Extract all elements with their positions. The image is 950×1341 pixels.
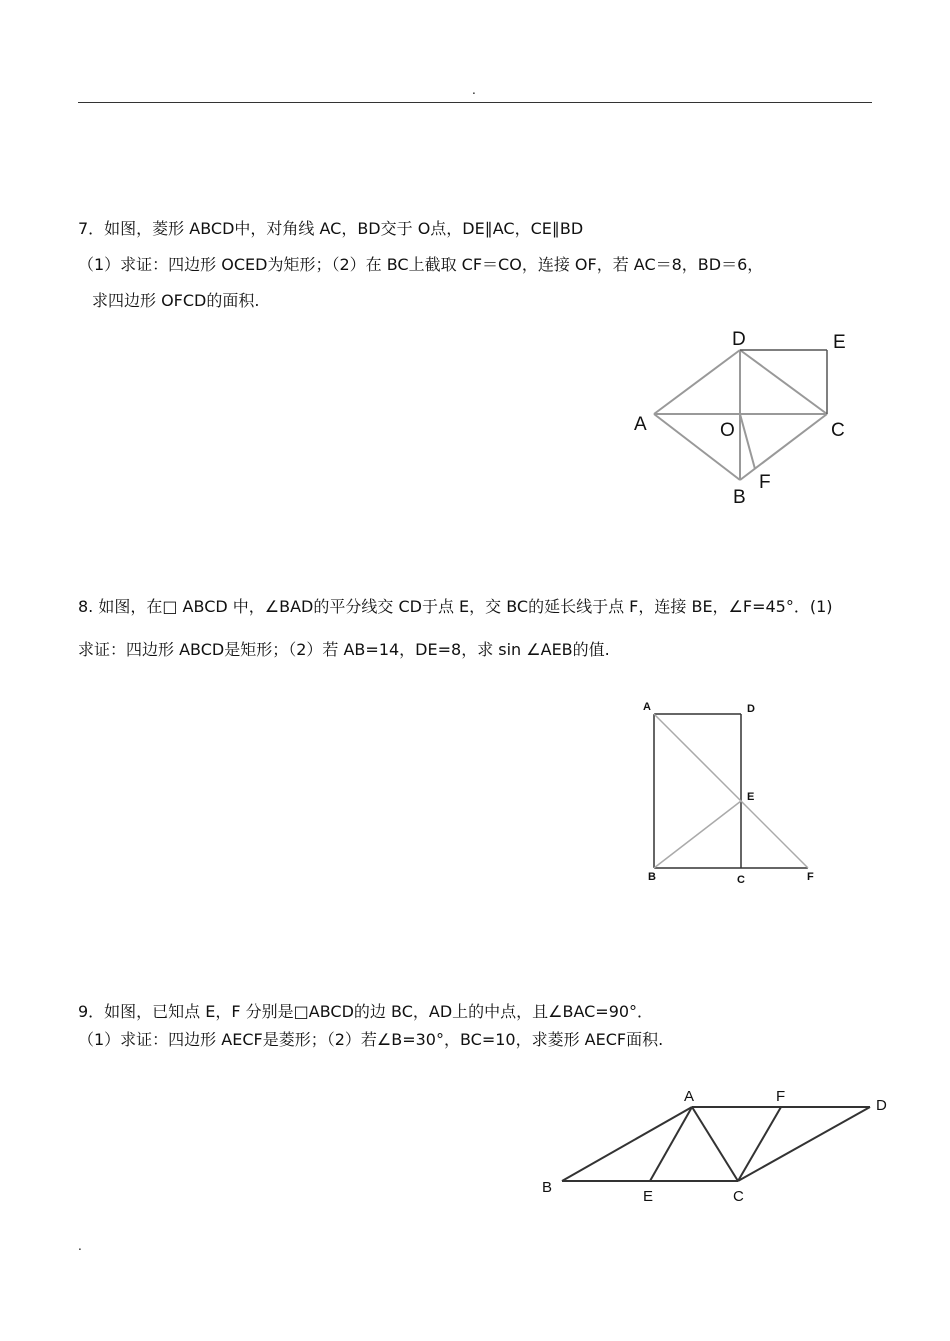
problem-9-line-2: （1）求证：四边形 AECF是菱形；（2）若∠B=30°，BC=10，求菱形 AECF面积. bbox=[78, 1030, 664, 1049]
label-o: O bbox=[720, 420, 735, 441]
edge-ad bbox=[654, 350, 740, 414]
label-e: E bbox=[643, 1188, 654, 1205]
label-d: D bbox=[747, 703, 755, 715]
label-f: F bbox=[759, 472, 771, 493]
label-b: B bbox=[542, 1179, 553, 1196]
segment-of bbox=[740, 414, 755, 469]
problem-7-line-2: （1）求证：四边形 OCED为矩形；（2）在 BC上截取 CF＝CO，连接 OF，若 AC＝8，BD＝6， bbox=[78, 255, 764, 274]
label-a: A bbox=[634, 414, 647, 435]
label-f: F bbox=[776, 1088, 786, 1105]
edge-dc bbox=[740, 350, 827, 414]
header-rule bbox=[78, 102, 872, 103]
label-e: E bbox=[747, 791, 755, 803]
problem-7-figure bbox=[620, 320, 860, 520]
problem-8-figure bbox=[635, 695, 830, 890]
problem-8-line-1: 8. 如图，在□ ABCD 中，∠BAD的平分线交 CD于点 E，交 BC的延长线于点 F，连接 BE，∠F=45°．(1) bbox=[78, 597, 833, 616]
footer-mark: . bbox=[78, 1239, 82, 1253]
segment-af bbox=[654, 714, 808, 868]
header-mark: . bbox=[472, 83, 476, 97]
edge-ab bbox=[562, 1107, 692, 1181]
label-c: C bbox=[831, 420, 845, 441]
label-e: E bbox=[833, 332, 846, 353]
segment-be bbox=[654, 801, 741, 868]
label-d: D bbox=[732, 329, 746, 350]
problem-8-line-2: 求证：四边形 ABCD是矩形；（2）若 AB=14，DE=8，求 sin ∠AEB的值. bbox=[78, 640, 610, 659]
label-b: B bbox=[733, 487, 746, 508]
edge-bc bbox=[740, 414, 827, 480]
label-c: C bbox=[737, 874, 745, 886]
label-b: B bbox=[648, 871, 656, 883]
problem-7-line-3: 求四边形 OFCD的面积. bbox=[92, 291, 260, 310]
label-c: C bbox=[733, 1188, 744, 1205]
edge-cd bbox=[738, 1107, 870, 1181]
problem-7-line-1: 7．如图，菱形 ABCD中，对角线 AC，BD交于 O点，DE∥AC，CE∥BD bbox=[78, 219, 584, 238]
problem-9-line-1: 9．如图，已知点 E，F 分别是□ABCD的边 BC，AD上的中点，且∠BAC=90°． bbox=[78, 1002, 654, 1021]
label-a: A bbox=[684, 1088, 695, 1105]
label-f: F bbox=[807, 871, 814, 883]
problem-9-figure bbox=[535, 1080, 895, 1210]
label-d: D bbox=[876, 1097, 887, 1114]
label-a: A bbox=[643, 701, 651, 713]
segment-ac bbox=[692, 1107, 738, 1181]
